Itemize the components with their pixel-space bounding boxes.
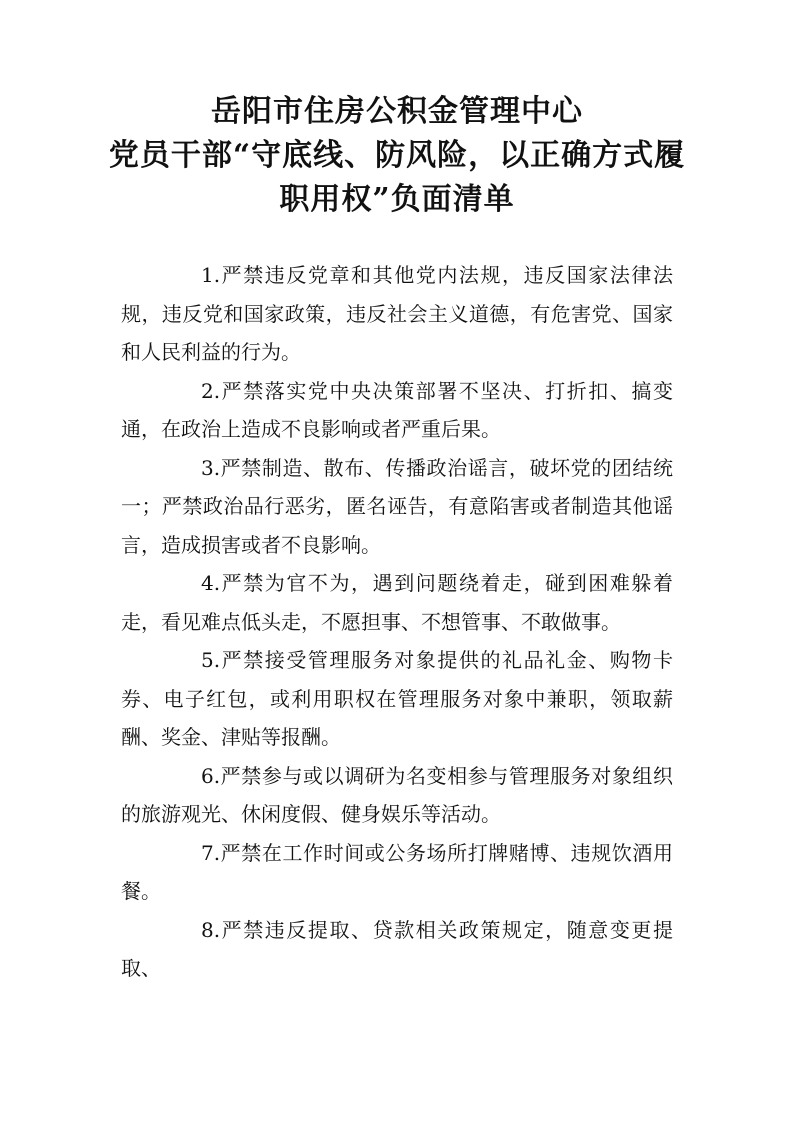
item-number: 5.: [201, 648, 221, 672]
item-text: 严禁参与或以调研为名变相参与管理服务对象组织的旅游观光、休闲度假、健身娱乐等活动。: [121, 763, 673, 826]
item-text: 严禁落实党中央决策部署不坚决、打折扣、搞变通，在政治上造成不良影响或者严重后果。: [121, 378, 673, 441]
item-number: 6.: [201, 763, 221, 788]
list-item-2: [121, 372, 673, 449]
item-text: 严禁违反提取、贷款相关政策规定，随意变更提取、: [121, 917, 673, 980]
item-text: 严禁在工作时间或公务场所打牌赌博、违规饮酒用餐。: [121, 840, 673, 903]
item-text: 严禁违反党章和其他党内法规，违反国家法律法规，违反党和国家政策，违反社会主义道德，有危害党、国家和人民利益的行为。: [121, 263, 673, 364]
document-title: [100, 90, 694, 222]
item-number: 8.: [201, 917, 221, 942]
title-line-3: 职用权”负面清单: [279, 182, 515, 217]
item-number: 7.: [201, 840, 221, 865]
list-item-8: [121, 911, 673, 988]
title-line-1: 岳阳市住房公积金管理中心: [211, 94, 583, 129]
list-item-7: [121, 834, 673, 911]
item-number: 4.: [201, 571, 221, 595]
item-text: 严禁为官不为，遇到问题绕着走，碰到困难躲着走，看见难点低头走，不愿担事、不想管事、不敢做事。: [121, 571, 673, 634]
document-body: [121, 256, 673, 988]
item-number: 1.: [201, 263, 221, 287]
title-line-2: 党员干部“守底线、防风险，以正确方式履: [108, 138, 686, 173]
item-text: 严禁制造、散布、传播政治谣言，破坏党的团结统一；严禁政治品行恶劣，匿名诬告，有意陷害或者制造其他谣言，造成损害或者不良影响。: [121, 455, 673, 557]
item-text: 严禁接受管理服务对象提供的礼品礼金、购物卡券、电子红包，或利用职权在管理服务对象中兼职，领取薪酬、奖金、津贴等报酬。: [121, 648, 673, 749]
list-item-6: [121, 757, 673, 834]
item-number: 2.: [201, 378, 221, 403]
list-item-3: [121, 449, 673, 565]
list-item-5: [121, 641, 673, 757]
list-item-4: [121, 564, 673, 641]
item-number: 3.: [201, 455, 221, 480]
list-item-1: [121, 256, 673, 372]
